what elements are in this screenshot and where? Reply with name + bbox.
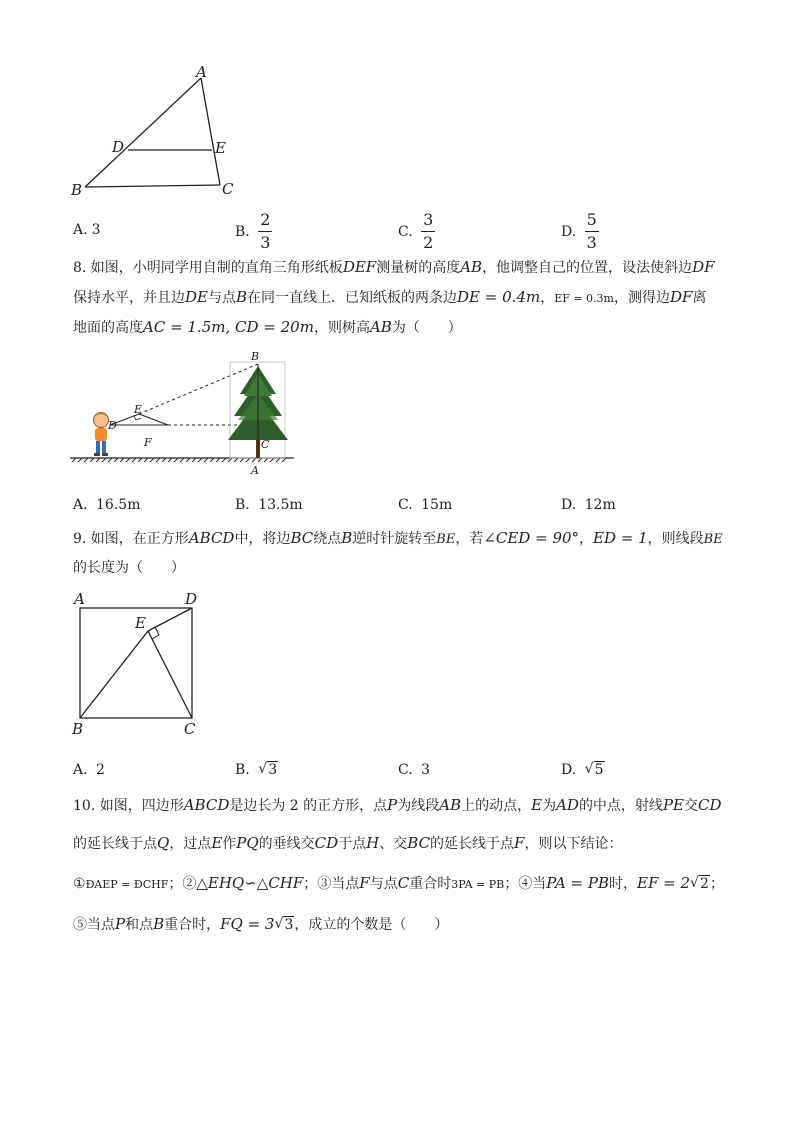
q7-triangle-figure xyxy=(60,60,250,210)
label-D: D xyxy=(108,419,117,432)
label-C: C xyxy=(184,720,196,738)
q9-choice-a: A. 2 xyxy=(73,762,105,778)
q10-line-2: 的延长线于点Q，过点E作PQ的垂线交CD于点H、交BC的延长线于点F，则以下结论： xyxy=(73,834,623,852)
q9-choice-d: D. √ 5 xyxy=(561,762,605,778)
label-E: E xyxy=(135,614,146,632)
label-C: C xyxy=(222,180,234,198)
label-A: A xyxy=(74,590,85,608)
q8-choice-c: C. 15m xyxy=(398,497,453,513)
q8-choice-b: B. 13.5m xyxy=(235,497,303,513)
q8-line-1: 8. 如图，小明同学用自制的直角三角形纸板DEF测量树的高度AB，他调整自己的位置，设法使斜边DF xyxy=(73,258,715,276)
label-E: E xyxy=(134,403,143,416)
q8-tree-figure xyxy=(68,350,298,478)
label-B: B xyxy=(71,181,83,199)
q8-line-2: 保持水平，并且边DE与点B在同一直线上．已知纸板的两条边DE = 0.4m，EF = 0.3m，测得边DF离 xyxy=(73,288,707,306)
q7-choice-a: A. 3 xyxy=(73,222,101,238)
label-E: E xyxy=(215,139,226,157)
label-A: A xyxy=(196,63,207,81)
q9-line-1: 9. 如图，在正方形ABCD中，将边BC绕点B逆时针旋转至BE，若∠CED = 90°，ED = 1，则线段BE xyxy=(73,529,723,547)
label-F: F xyxy=(144,436,152,449)
label-D: D xyxy=(185,590,198,608)
label-A: A xyxy=(251,464,259,477)
label-B: B xyxy=(251,350,260,363)
q10-line-3: ①ÐAEP = ÐCHF；②△EHQ∽△CHF；③当点F与点C重合时3PA = PB；④当PA = PB时，EF = 2√ 2； xyxy=(73,873,724,893)
q10-line-1: 10. 如图，四边形ABCD是边长为 2 的正方形，点P为线段AB上的动点，E为AD的中点，射线PE交CD xyxy=(73,796,722,814)
q9-square-figure xyxy=(68,588,208,738)
q7-choice-c: C. $\frac{3}{2}$ xyxy=(398,210,434,252)
q8-choice-a: A. 16.5m xyxy=(73,497,141,513)
q10-line-4: ⑤当点P和点B重合时，FQ = 3√ 3，成立的个数是（ ） xyxy=(73,914,448,934)
label-C: C xyxy=(261,438,270,451)
q7-choice-d: D. $\frac{5}{3}$ xyxy=(561,210,597,252)
q9-line-2: 的长度为（ ） xyxy=(73,560,185,576)
label-B: B xyxy=(72,720,84,738)
q7-choice-b: B. $\frac{2}{3}$ xyxy=(235,210,271,252)
q9-choice-c: C. 3 xyxy=(398,762,431,778)
q9-choice-b: B. √ 3 xyxy=(235,762,278,778)
boy-figure xyxy=(94,413,109,457)
q8-choice-d: D. 12m xyxy=(561,497,616,513)
label-D: D xyxy=(112,138,125,156)
q8-line-3: 地面的高度AC = 1.5m, CD = 20m，则树高AB为（ ） xyxy=(73,318,462,336)
